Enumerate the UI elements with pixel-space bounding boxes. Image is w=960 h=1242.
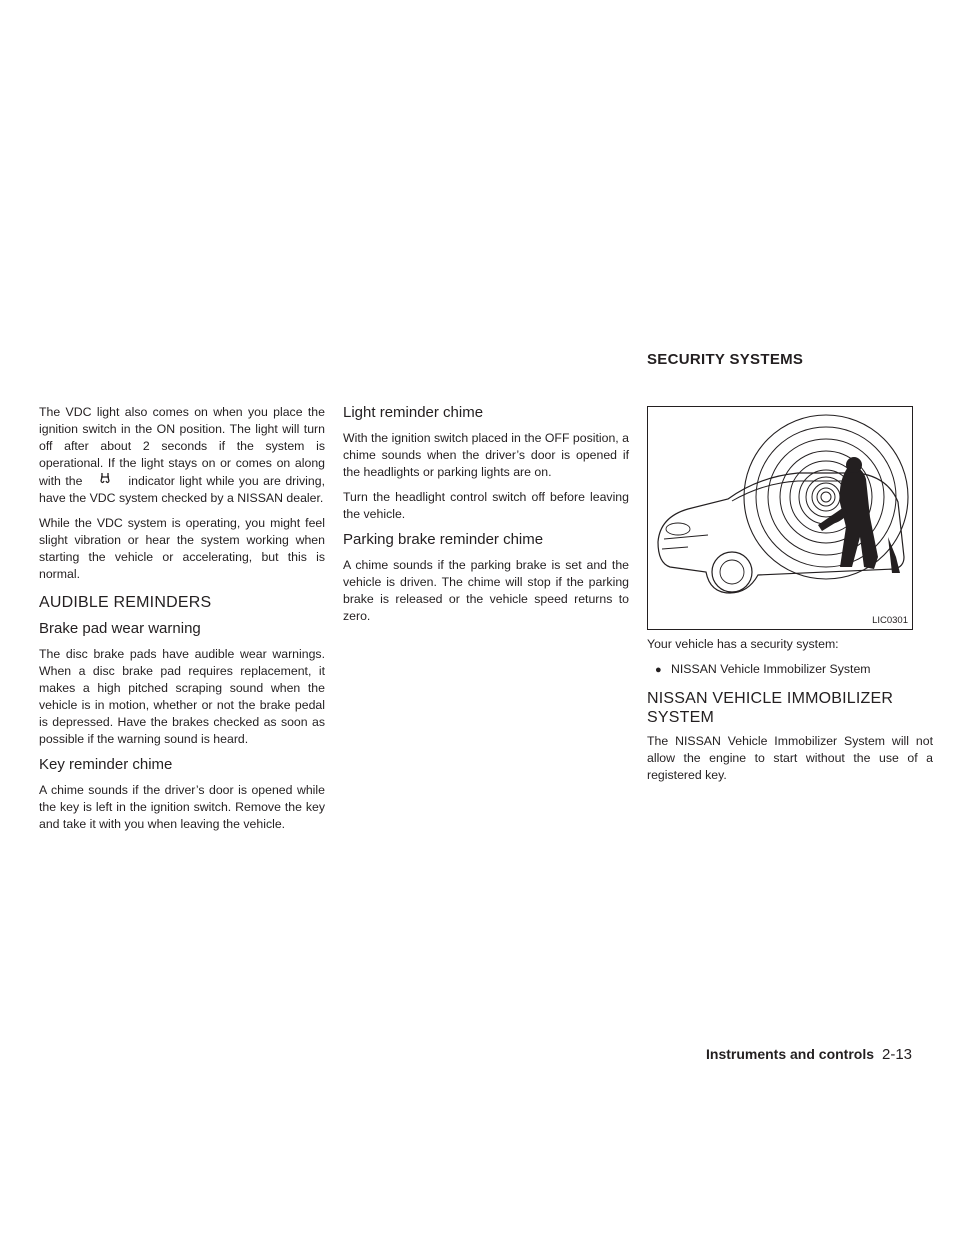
brake-pad-paragraph: The disc brake pads have audible wear warnings. When a disc brake pad requires replacement, it makes a high pitched scraping sound when the vehicle is in motion, whether or not the brake pedal is depressed. Have the brakes checked as soon as possible if the warning sound is heard.	[39, 647, 325, 746]
slip-indicator-icon	[82, 472, 128, 486]
vdc-text-after-icon: indicator light while you are driving, have the VDC system checked by a NISSAN dealer.	[39, 474, 325, 505]
parking-brake-heading: Parking brake reminder chime	[343, 531, 544, 548]
vdc-paragraph	[39, 404, 325, 507]
security-intro: Your vehicle has a security system:	[647, 637, 839, 651]
light-reminder-heading: Light reminder chime	[343, 404, 484, 421]
parking-brake-paragraph: A chime sounds if the parking brake is set and the vehicle is driven. The chime will stop if the parking brake is released or the vehicle speed returns to zero.	[343, 558, 629, 623]
column-left	[39, 404, 325, 841]
figure-code: LIC0301	[872, 615, 908, 626]
key-reminder-paragraph: A chime sounds if the driver’s door is opened while the key is left in the ignition switch. Remove the key and take it with you when leaving the vehicle.	[39, 783, 325, 831]
vdc-operating-paragraph: While the VDC system is operating, you might feel slight vibration or hear the system working when starting the vehicle or accelerating, but this is normal.	[39, 516, 325, 581]
list-item	[655, 661, 933, 679]
brake-pad-heading: Brake pad wear warning	[39, 620, 201, 637]
key-reminder-heading: Key reminder chime	[39, 756, 173, 773]
light-reminder-paragraph: With the ignition switch placed in the OFF position, a chime sounds when the driver’s door is opened if the headlights or parking lights are on.	[343, 431, 629, 479]
immobilizer-paragraph: The NISSAN Vehicle Immobilizer System will not allow the engine to start without the use of a registered key.	[647, 734, 933, 782]
page-footer	[0, 1046, 960, 1066]
column-right	[647, 636, 933, 792]
vdc-text-before-icon: The VDC light also comes on when you place the ignition switch in the ON position. The light will turn off after about 2 seconds if the system is operational. If the light stays on or comes on along with the	[39, 405, 325, 488]
light-reminder-paragraph-2: Turn the headlight control switch off before leaving the vehicle.	[343, 490, 629, 521]
page-number: 2-13	[882, 1046, 913, 1063]
bullet-icon: ●	[655, 664, 662, 676]
immobilizer-heading: NISSAN VEHICLE IMMOBILIZER SYSTEM	[647, 690, 894, 726]
audible-reminders-heading: AUDIBLE REMINDERS	[39, 594, 212, 611]
chapter-title: Instruments and controls	[706, 1046, 875, 1062]
bullet-text: NISSAN Vehicle Immobilizer System	[671, 662, 871, 676]
car-security-illustration	[647, 406, 913, 630]
column-middle	[343, 404, 629, 633]
section-title: SECURITY SYSTEMS	[647, 351, 804, 368]
